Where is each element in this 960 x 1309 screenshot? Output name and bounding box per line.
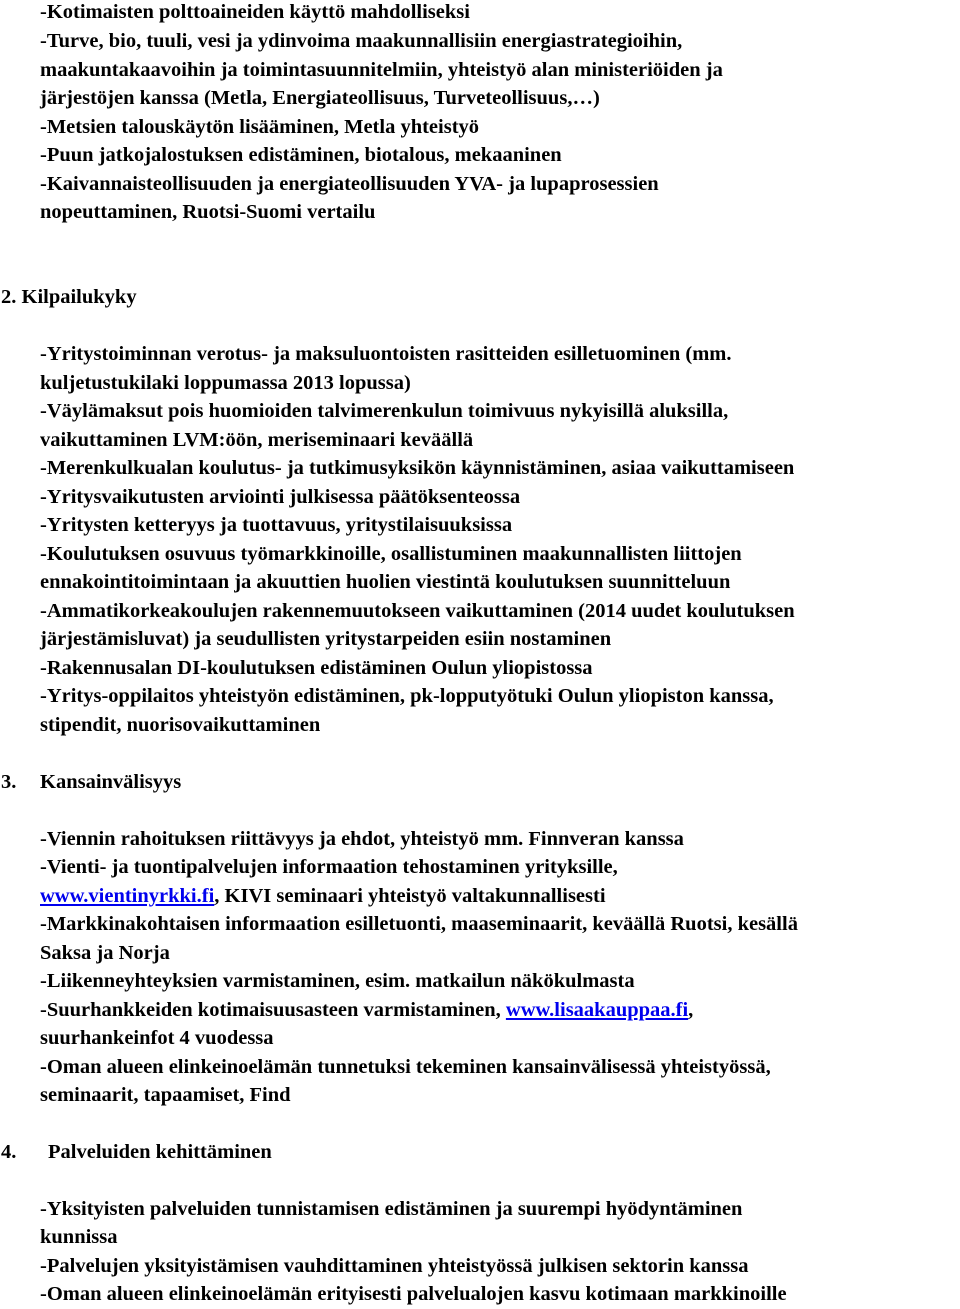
list-item: -Metsien talouskäytön lisääminen, Metla yhteistyö — [40, 116, 480, 138]
list-item: -Palvelujen yksityistämisen vauhdittaminen yhteistyössä julkisen sektorin kanssa — [40, 1255, 749, 1277]
list-item-text: , — [688, 999, 694, 1021]
list-item: -Yritystoiminnan verotus- ja maksuluontoisten rasitteiden esilletuominen (mm. — [40, 343, 732, 365]
section-heading-kansainvalisyys: Kansainvälisyys — [40, 771, 182, 793]
list-item: järjestämisluvat) ja seudullisten yritystarpeiden esiin nostaminen — [40, 628, 612, 650]
section-heading-palveluiden-kehittaminen: Palveluiden kehittäminen — [48, 1141, 272, 1163]
list-item: -Yksityisten palveluiden tunnistamisen edistäminen ja suurempi hyödyntäminen — [40, 1198, 743, 1220]
list-item: -Koulutuksen osuvuus työmarkkinoille, osallistuminen maakunnallisten liittojen — [40, 543, 742, 565]
list-item: -Kaivannaisteollisuuden ja energiateollisuuden YVA- ja lupaprosessien — [40, 173, 659, 195]
list-item: stipendit, nuorisovaikuttaminen — [40, 714, 321, 736]
list-item-text: , KIVI seminaari yhteistyö valtakunnallisesti — [214, 885, 606, 907]
list-item: -Oman alueen elinkeinoelämän erityisesti palvelualojen kasvu kotimaan markkinoille — [40, 1283, 787, 1305]
list-item: kunnissa — [40, 1226, 118, 1248]
list-item: ennakointitoimintaan ja akuuttien huolien viestintä koulutuksen suunnitteluun — [40, 571, 731, 593]
list-item: -Yritys-oppilaitos yhteistyön edistäminen, pk-lopputyötuki Oulun yliopiston kanssa, — [40, 685, 774, 707]
list-item: järjestöjen kanssa (Metla, Energiateollisuus, Turveteollisuus,…) — [40, 87, 600, 109]
list-item-text: -Suurhankkeiden kotimaisuusasteen varmistaminen, — [40, 999, 506, 1021]
list-item: -Vienti- ja tuontipalvelujen informaation tehostaminen yrityksille, — [40, 856, 618, 878]
list-item: -Väylämaksut pois huomioiden talvimerenkulun toimivuus nykyisillä aluksilla, — [40, 400, 729, 422]
list-item: -Liikenneyhteyksien varmistaminen, esim. matkailun näkökulmasta — [40, 970, 635, 992]
list-item: -Merenkulkualan koulutus- ja tutkimusyksikön käynnistäminen, asiaa vaikuttamiseen — [40, 457, 795, 479]
list-item: kuljetustukilaki loppumassa 2013 lopussa) — [40, 372, 411, 394]
list-item: -Puun jatkojalostuksen edistäminen, biotalous, mekaaninen — [40, 144, 562, 166]
list-item: -Rakennusalan DI-koulutuksen edistäminen Oulun yliopistossa — [40, 657, 593, 679]
section-number: 3. — [1, 771, 17, 793]
list-item: -Viennin rahoituksen riittävyys ja ehdot, yhteistyö mm. Finnveran kanssa — [40, 828, 684, 850]
list-item: -Oman alueen elinkeinoelämän tunnetuksi tekeminen kansainvälisessä yhteistyössä, — [40, 1056, 771, 1078]
list-item: -Ammatikorkeakoulujen rakennemuutokseen vaikuttaminen (2014 uudet koulutuksen — [40, 600, 795, 622]
list-item: -Kotimaisten polttoaineiden käyttö mahdolliseksi — [40, 1, 470, 23]
lisaakauppaa-link[interactable]: www.lisaakauppaa.fi — [505, 999, 689, 1021]
list-item: -Yritysvaikutusten arviointi julkisessa päätöksenteossa — [40, 486, 521, 508]
list-item: suurhankeinfot 4 vuodessa — [40, 1027, 274, 1049]
list-item: Saksa ja Norja — [40, 942, 170, 964]
list-item: -Yritysten ketteryys ja tuottavuus, yritystilaisuuksissa — [40, 514, 513, 536]
vientinyrkki-link[interactable]: www.vientinyrkki.fi — [40, 885, 215, 907]
section-heading-kilpailukyky: 2. Kilpailukyky — [1, 286, 137, 308]
list-item: vaikuttaminen LVM:öön, meriseminaari keväällä — [40, 429, 474, 451]
list-item — [40, 883, 606, 909]
section-number: 4. — [1, 1141, 17, 1163]
list-item: -Markkinakohtaisen informaation esilletuonti, maaseminaarit, keväällä Ruotsi, kesällä — [40, 913, 798, 935]
list-item: seminaarit, tapaamiset, Find — [40, 1084, 291, 1106]
list-item: -Turve, bio, tuuli, vesi ja ydinvoima maakunnallisiin energiastrategioihin, — [40, 30, 683, 52]
list-item: nopeuttaminen, Ruotsi-Suomi vertailu — [40, 201, 376, 223]
list-item: maakuntakaavoihin ja toimintasuunnitelmiin, yhteistyö alan ministeriöiden ja — [40, 59, 723, 81]
list-item — [40, 997, 693, 1023]
